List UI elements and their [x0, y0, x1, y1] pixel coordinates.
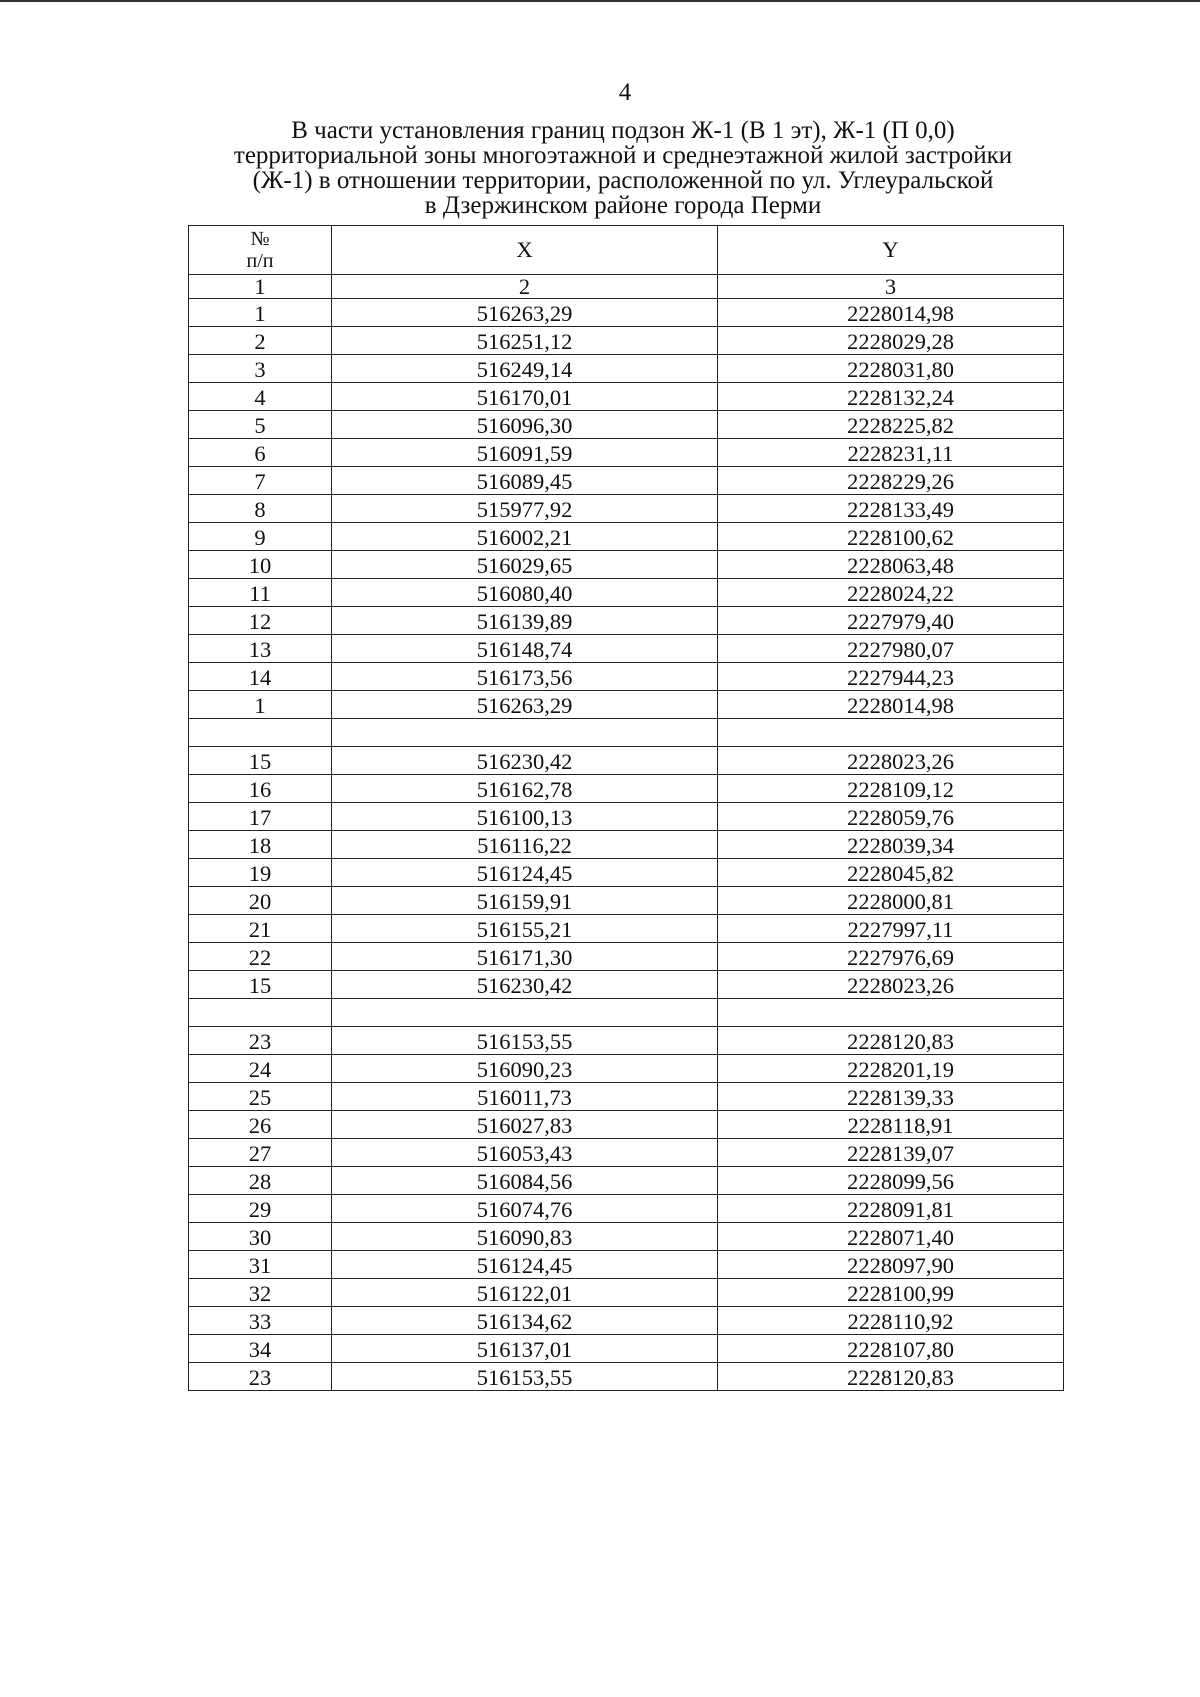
cell-x-coordinate: 516091,59	[332, 439, 718, 467]
cell-point-number: 34	[189, 1335, 332, 1363]
cell-point-number: 9	[189, 523, 332, 551]
table-row	[189, 1363, 1064, 1391]
cell-y-coordinate: 2228099,56	[718, 1167, 1064, 1195]
cell-x-coordinate: 516074,76	[332, 1195, 718, 1223]
cell-x-coordinate: 516096,30	[332, 411, 718, 439]
cell-x-coordinate: 516100,13	[332, 803, 718, 831]
cell-y-coordinate: 2228045,82	[718, 859, 1064, 887]
cell-x-coordinate: 516153,55	[332, 1027, 718, 1055]
cell-x-coordinate: 516159,91	[332, 887, 718, 915]
table-row	[189, 719, 1064, 747]
cell-point-number: 30	[189, 1223, 332, 1251]
cell-x-coordinate	[332, 719, 718, 747]
column-header-x: X	[332, 226, 718, 275]
table-row	[189, 1251, 1064, 1279]
cell-y-coordinate: 2228229,26	[718, 467, 1064, 495]
cell-x-coordinate: 516249,14	[332, 355, 718, 383]
table-row	[189, 607, 1064, 635]
cell-point-number: 27	[189, 1139, 332, 1167]
cell-y-coordinate: 2227997,11	[718, 915, 1064, 943]
cell-y-coordinate: 2228118,91	[718, 1111, 1064, 1139]
column-header-number-symbol: №	[250, 228, 270, 250]
table-row	[189, 831, 1064, 859]
cell-y-coordinate: 2228107,80	[718, 1335, 1064, 1363]
cell-x-coordinate: 516155,21	[332, 915, 718, 943]
page-number: 4	[618, 79, 632, 106]
cell-x-coordinate: 516090,83	[332, 1223, 718, 1251]
cell-y-coordinate: 2228024,22	[718, 579, 1064, 607]
cell-x-coordinate: 516011,73	[332, 1083, 718, 1111]
cell-x-coordinate: 516148,74	[332, 635, 718, 663]
cell-x-coordinate: 516124,45	[332, 1251, 718, 1279]
column-index-row	[189, 275, 1064, 299]
table-header-row	[189, 226, 1064, 275]
table-body	[189, 299, 1064, 1391]
cell-point-number: 22	[189, 943, 332, 971]
cell-point-number: 29	[189, 1195, 332, 1223]
table-row	[189, 943, 1064, 971]
cell-point-number: 33	[189, 1307, 332, 1335]
cell-point-number: 3	[189, 355, 332, 383]
table-row	[189, 915, 1064, 943]
column-index-cell: 1	[189, 275, 332, 299]
cell-y-coordinate: 2228120,83	[718, 1027, 1064, 1055]
cell-x-coordinate: 516134,62	[332, 1307, 718, 1335]
cell-y-coordinate: 2228059,76	[718, 803, 1064, 831]
cell-y-coordinate: 2228225,82	[718, 411, 1064, 439]
cell-point-number: 23	[189, 1027, 332, 1055]
heading-line: в Дзержинском районе города Перми	[424, 192, 822, 219]
table-row	[189, 355, 1064, 383]
cell-y-coordinate: 2228110,92	[718, 1307, 1064, 1335]
table-row	[189, 1111, 1064, 1139]
cell-x-coordinate: 516139,89	[332, 607, 718, 635]
cell-point-number: 16	[189, 775, 332, 803]
table-row	[189, 803, 1064, 831]
cell-point-number: 20	[189, 887, 332, 915]
cell-y-coordinate: 2228039,34	[718, 831, 1064, 859]
table-row	[189, 1083, 1064, 1111]
cell-point-number: 21	[189, 915, 332, 943]
cell-point-number: 31	[189, 1251, 332, 1279]
table-row	[189, 1223, 1064, 1251]
cell-x-coordinate: 516029,65	[332, 551, 718, 579]
table-row	[189, 1195, 1064, 1223]
table-row	[189, 1307, 1064, 1335]
cell-point-number: 24	[189, 1055, 332, 1083]
cell-y-coordinate: 2228023,26	[718, 971, 1064, 999]
cell-y-coordinate: 2228097,90	[718, 1251, 1064, 1279]
cell-x-coordinate: 516116,22	[332, 831, 718, 859]
cell-y-coordinate: 2227980,07	[718, 635, 1064, 663]
column-header-number	[189, 226, 332, 275]
column-index-cell: 2	[332, 275, 718, 299]
cell-y-coordinate: 2228109,12	[718, 775, 1064, 803]
cell-point-number: 15	[189, 971, 332, 999]
cell-x-coordinate: 516122,01	[332, 1279, 718, 1307]
cell-x-coordinate: 516080,40	[332, 579, 718, 607]
column-index-cell: 3	[718, 275, 1064, 299]
cell-point-number	[189, 719, 332, 747]
cell-x-coordinate: 516090,23	[332, 1055, 718, 1083]
cell-y-coordinate: 2228071,40	[718, 1223, 1064, 1251]
heading-line: (Ж-1) в отношении территории, расположенной по ул. Углеуральской	[252, 167, 994, 194]
scan-top-border	[0, 0, 1200, 2]
cell-y-coordinate: 2227979,40	[718, 607, 1064, 635]
cell-y-coordinate	[718, 999, 1064, 1027]
table-row	[189, 1055, 1064, 1083]
table-row	[189, 1335, 1064, 1363]
table-row	[189, 467, 1064, 495]
column-header-y: Y	[718, 226, 1064, 275]
table-row	[189, 1167, 1064, 1195]
cell-x-coordinate: 516170,01	[332, 383, 718, 411]
table-row	[189, 1139, 1064, 1167]
cell-y-coordinate	[718, 719, 1064, 747]
cell-point-number: 19	[189, 859, 332, 887]
cell-y-coordinate: 2228231,11	[718, 439, 1064, 467]
table-row	[189, 635, 1064, 663]
table-row	[189, 579, 1064, 607]
cell-y-coordinate: 2228029,28	[718, 327, 1064, 355]
table-row	[189, 495, 1064, 523]
table-row	[189, 887, 1064, 915]
cell-y-coordinate: 2228000,81	[718, 887, 1064, 915]
cell-x-coordinate: 516263,29	[332, 691, 718, 719]
cell-y-coordinate: 2228139,33	[718, 1083, 1064, 1111]
cell-x-coordinate: 516027,83	[332, 1111, 718, 1139]
cell-x-coordinate: 516053,43	[332, 1139, 718, 1167]
cell-point-number: 7	[189, 467, 332, 495]
table-row	[189, 1027, 1064, 1055]
cell-y-coordinate: 2228100,99	[718, 1279, 1064, 1307]
cell-y-coordinate: 2228091,81	[718, 1195, 1064, 1223]
table-row	[189, 663, 1064, 691]
table-row	[189, 775, 1064, 803]
cell-x-coordinate: 516230,42	[332, 747, 718, 775]
cell-point-number: 17	[189, 803, 332, 831]
cell-y-coordinate: 2228014,98	[718, 691, 1064, 719]
cell-point-number: 12	[189, 607, 332, 635]
cell-point-number: 1	[189, 691, 332, 719]
cell-y-coordinate: 2228063,48	[718, 551, 1064, 579]
cell-x-coordinate: 516162,78	[332, 775, 718, 803]
cell-y-coordinate: 2228031,80	[718, 355, 1064, 383]
cell-point-number: 28	[189, 1167, 332, 1195]
cell-x-coordinate: 516230,42	[332, 971, 718, 999]
cell-x-coordinate: 516002,21	[332, 523, 718, 551]
cell-point-number: 26	[189, 1111, 332, 1139]
cell-y-coordinate: 2228023,26	[718, 747, 1064, 775]
column-header-number-abbr: п/п	[246, 250, 274, 272]
cell-point-number: 10	[189, 551, 332, 579]
cell-y-coordinate: 2228201,19	[718, 1055, 1064, 1083]
table-row	[189, 691, 1064, 719]
table-row	[189, 439, 1064, 467]
cell-point-number: 2	[189, 327, 332, 355]
cell-point-number: 13	[189, 635, 332, 663]
cell-x-coordinate: 516137,01	[332, 1335, 718, 1363]
cell-point-number: 1	[189, 299, 332, 327]
coordinates-table	[188, 225, 1064, 1391]
cell-x-coordinate: 516251,12	[332, 327, 718, 355]
cell-point-number: 4	[189, 383, 332, 411]
table-row	[189, 551, 1064, 579]
cell-x-coordinate: 516089,45	[332, 467, 718, 495]
table-row	[189, 383, 1064, 411]
cell-y-coordinate: 2228139,07	[718, 1139, 1064, 1167]
table-row	[189, 999, 1064, 1027]
cell-point-number: 8	[189, 495, 332, 523]
cell-point-number: 23	[189, 1363, 332, 1391]
table-row	[189, 1279, 1064, 1307]
table-row	[189, 747, 1064, 775]
cell-point-number: 5	[189, 411, 332, 439]
cell-point-number: 25	[189, 1083, 332, 1111]
table-row	[189, 971, 1064, 999]
cell-point-number: 11	[189, 579, 332, 607]
cell-y-coordinate: 2228132,24	[718, 383, 1064, 411]
cell-y-coordinate: 2227976,69	[718, 943, 1064, 971]
cell-y-coordinate: 2228120,83	[718, 1363, 1064, 1391]
cell-x-coordinate: 515977,92	[332, 495, 718, 523]
cell-point-number	[189, 999, 332, 1027]
table-row	[189, 327, 1064, 355]
cell-x-coordinate: 516173,56	[332, 663, 718, 691]
cell-y-coordinate: 2228133,49	[718, 495, 1064, 523]
heading-line: В части установления границ подзон Ж-1 (В 1 эт), Ж-1 (П 0,0)	[291, 117, 955, 144]
cell-point-number: 6	[189, 439, 332, 467]
cell-x-coordinate: 516171,30	[332, 943, 718, 971]
cell-y-coordinate: 2228100,62	[718, 523, 1064, 551]
cell-point-number: 32	[189, 1279, 332, 1307]
heading-line: территориальной зоны многоэтажной и среднеэтажной жилой застройки	[233, 142, 1013, 169]
cell-x-coordinate: 516263,29	[332, 299, 718, 327]
cell-x-coordinate	[332, 999, 718, 1027]
cell-y-coordinate: 2227944,23	[718, 663, 1064, 691]
cell-x-coordinate: 516124,45	[332, 859, 718, 887]
cell-point-number: 15	[189, 747, 332, 775]
table-row	[189, 523, 1064, 551]
cell-y-coordinate: 2228014,98	[718, 299, 1064, 327]
cell-point-number: 18	[189, 831, 332, 859]
table-row	[189, 859, 1064, 887]
cell-point-number: 14	[189, 663, 332, 691]
cell-x-coordinate: 516084,56	[332, 1167, 718, 1195]
table-row	[189, 411, 1064, 439]
cell-x-coordinate: 516153,55	[332, 1363, 718, 1391]
document-heading	[183, 118, 1063, 218]
table-row	[189, 299, 1064, 327]
